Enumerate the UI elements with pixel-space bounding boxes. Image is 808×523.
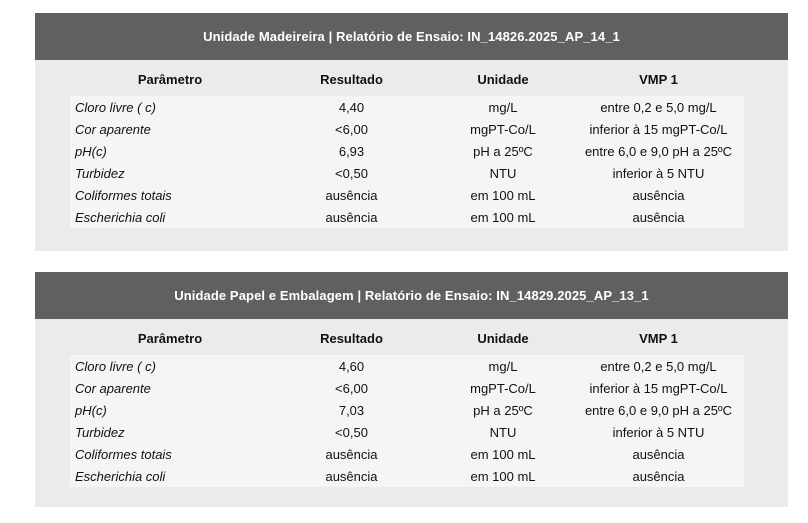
unit-cell: mg/L (488, 358, 518, 374)
column-header-unidade: Unidade (477, 331, 529, 346)
column-header-parametro: Parâmetro (137, 331, 203, 346)
result-cell: ausência (325, 209, 378, 225)
unit-cell: pH a 25ºC (473, 402, 533, 418)
unit-cell: em 100 mL (470, 468, 536, 484)
parameter-cell: Cloro livre ( c) (75, 99, 156, 115)
report-title: Unidade Papel e Embalagem | Relatório de Ensaio: IN_14829.2025_AP_13_1 (35, 272, 788, 319)
result-cell: 4,60 (338, 358, 365, 374)
table-row (70, 162, 744, 184)
parameter-cell: pH(c) (75, 143, 107, 159)
unit-cell: em 100 mL (470, 446, 536, 462)
result-cell: 7,03 (338, 402, 365, 418)
column-header-vmp: VMP 1 (639, 72, 678, 87)
unit-cell: mgPT-Co/L (470, 121, 536, 137)
table-row (70, 96, 744, 118)
result-cell: <6,00 (335, 380, 368, 396)
unit-cell: NTU (489, 424, 517, 440)
vmp-cell: ausência (632, 187, 685, 203)
unit-cell: mg/L (488, 99, 518, 115)
parameter-cell: Escherichia coli (75, 468, 166, 484)
table-row (70, 184, 744, 206)
vmp-cell: inferior à 5 NTU (612, 424, 705, 440)
result-cell: ausência (325, 468, 378, 484)
unit-cell: pH a 25ºC (473, 143, 533, 159)
table-row (70, 421, 744, 443)
table-row (70, 355, 744, 377)
unit-cell: mgPT-Co/L (470, 380, 536, 396)
parameter-cell: pH(c) (75, 402, 107, 418)
column-header-resultado: Resultado (320, 331, 383, 346)
result-cell: <0,50 (335, 165, 368, 181)
parameter-cell: Cor aparente (75, 121, 151, 137)
vmp-cell: entre 0,2 e 5,0 mg/L (600, 358, 717, 374)
table-header-row (70, 63, 744, 96)
parameter-cell: Coliformes totais (75, 187, 172, 203)
result-cell: 6,93 (338, 143, 365, 159)
result-cell: ausência (325, 187, 378, 203)
table-header-row (70, 322, 744, 355)
result-cell: ausência (325, 446, 378, 462)
report-panel-papel-embalagem (35, 272, 788, 507)
vmp-cell: ausência (632, 446, 685, 462)
parameter-cell: Coliformes totais (75, 446, 172, 462)
unit-cell: em 100 mL (470, 209, 536, 225)
vmp-cell: entre 6,0 e 9,0 pH a 25ºC (584, 143, 733, 159)
results-table (70, 63, 744, 228)
result-cell: 4,40 (338, 99, 365, 115)
column-header-parametro: Parâmetro (137, 72, 203, 87)
column-header-vmp: VMP 1 (639, 331, 678, 346)
vmp-cell: inferior à 15 mgPT-Co/L (589, 121, 728, 137)
parameter-cell: Turbidez (75, 165, 125, 181)
parameter-cell: Cor aparente (75, 380, 151, 396)
report-title: Unidade Madeireira | Relatório de Ensaio: IN_14826.2025_AP_14_1 (35, 13, 788, 60)
parameter-cell: Turbidez (75, 424, 125, 440)
vmp-cell: ausência (632, 468, 685, 484)
table-row (70, 377, 744, 399)
column-header-resultado: Resultado (320, 72, 383, 87)
parameter-cell: Cloro livre ( c) (75, 358, 156, 374)
table-row (70, 118, 744, 140)
parameter-cell: Escherichia coli (75, 209, 166, 225)
vmp-cell: entre 6,0 e 9,0 pH a 25ºC (584, 402, 733, 418)
unit-cell: em 100 mL (470, 187, 536, 203)
vmp-cell: inferior à 5 NTU (612, 165, 705, 181)
report-panel-madeireira (35, 13, 788, 251)
vmp-cell: ausência (632, 209, 685, 225)
results-table (70, 322, 744, 487)
result-cell: <6,00 (335, 121, 368, 137)
table-row (70, 443, 744, 465)
column-header-unidade: Unidade (477, 72, 529, 87)
table-row (70, 140, 744, 162)
table-row (70, 399, 744, 421)
vmp-cell: entre 0,2 e 5,0 mg/L (600, 99, 717, 115)
table-row (70, 465, 744, 487)
table-row (70, 206, 744, 228)
unit-cell: NTU (489, 165, 517, 181)
result-cell: <0,50 (335, 424, 368, 440)
vmp-cell: inferior à 15 mgPT-Co/L (589, 380, 728, 396)
